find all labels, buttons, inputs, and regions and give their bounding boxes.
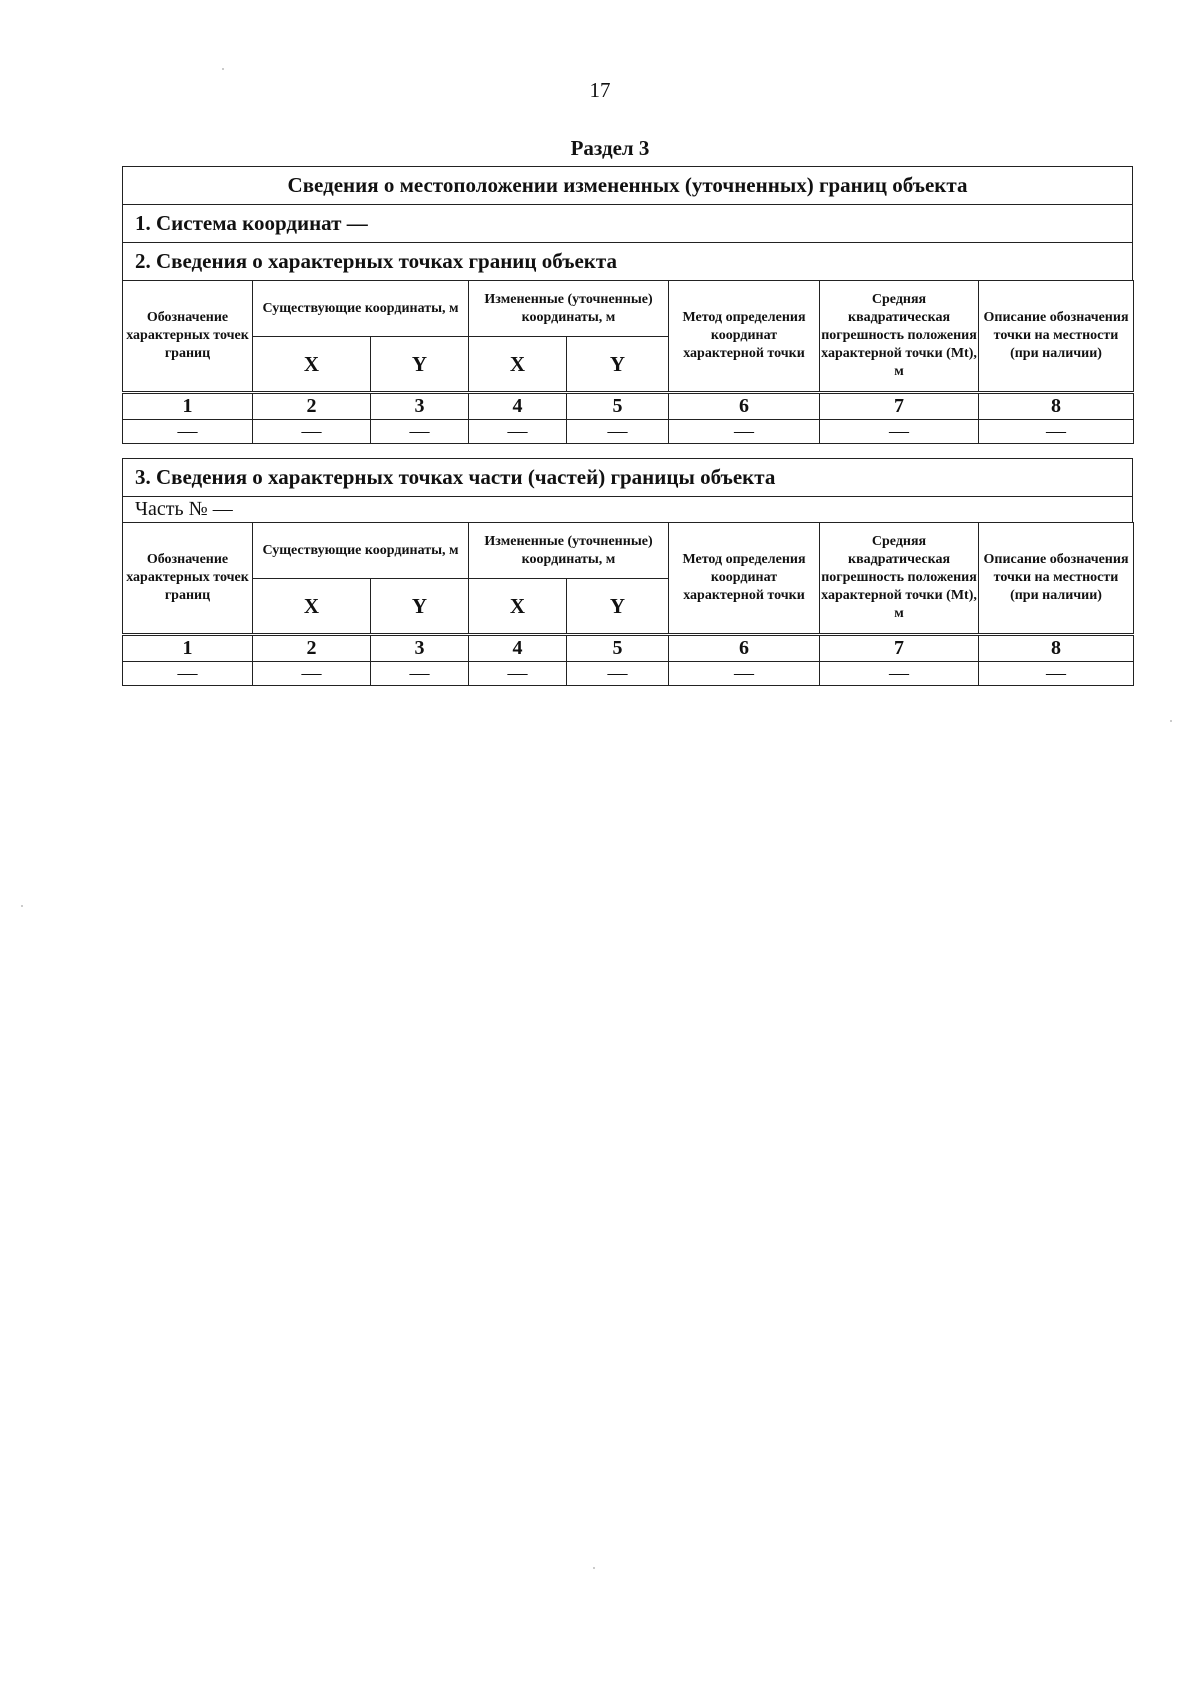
table-cell: — (567, 662, 669, 686)
table-row (123, 662, 1134, 686)
table-cell: — (371, 662, 469, 686)
scan-speck (593, 1567, 595, 1569)
table-cell: — (253, 420, 371, 444)
table-cell: — (371, 420, 469, 444)
column-number: 3 (371, 393, 469, 420)
column-number: 2 (253, 393, 371, 420)
header-changed-x: X (469, 337, 567, 393)
header-method: Метод определения координат характерной точки (669, 281, 820, 393)
table-cell: — (979, 420, 1134, 444)
table-cell: — (669, 420, 820, 444)
table-cell: — (469, 420, 567, 444)
table-row (123, 420, 1134, 444)
column-number: 8 (979, 393, 1134, 420)
page-number: 17 (589, 78, 611, 102)
header-method: Метод определения координат характерной точки (669, 523, 820, 635)
header-changed-y: Y (567, 579, 669, 635)
scan-speck (222, 68, 224, 70)
section-heading: Раздел 3 (570, 136, 650, 160)
table-cell: — (979, 662, 1134, 686)
table-cell: — (469, 662, 567, 686)
parts-table (122, 522, 1134, 686)
column-number: 7 (820, 635, 979, 662)
table-cell: — (820, 662, 979, 686)
header-mean-error: Средняя квадратическая погрешность положения характерной точки (Mt), м (820, 281, 979, 393)
table-cell: — (123, 662, 253, 686)
header-existing-y: Y (371, 579, 469, 635)
table-cell: — (253, 662, 371, 686)
scan-speck (1170, 720, 1172, 722)
header-designation: Обозначение характерных точек границ (123, 281, 253, 393)
table-cell: — (567, 420, 669, 444)
header-designation: Обозначение характерных точек границ (123, 523, 253, 635)
scan-speck (21, 905, 23, 907)
table-cell: — (669, 662, 820, 686)
column-number: 5 (567, 635, 669, 662)
parts-heading: 3. Сведения о характерных точках части (частей) границы объекта (122, 458, 1133, 496)
header-existing-y: Y (371, 337, 469, 393)
table-cell: — (820, 420, 979, 444)
header-existing-x: X (253, 337, 371, 393)
header-existing-coordinates: Существующие координаты, м (253, 281, 469, 337)
column-number: 8 (979, 635, 1134, 662)
column-number: 7 (820, 393, 979, 420)
column-number: 6 (669, 393, 820, 420)
header-existing-x: X (253, 579, 371, 635)
column-number: 3 (371, 635, 469, 662)
part-number-row: Часть № — (122, 496, 1133, 522)
column-number: 4 (469, 635, 567, 662)
column-number: 5 (567, 393, 669, 420)
parts-info-block (122, 458, 1133, 686)
header-changed-x: X (469, 579, 567, 635)
header-changed-y: Y (567, 337, 669, 393)
boundary-info-block (122, 166, 1133, 444)
header-mean-error: Средняя квадратическая погрешность положения характерной точки (Mt), м (820, 523, 979, 635)
table-title: Сведения о местоположении измененных (уточненных) границ объекта (122, 166, 1133, 204)
coordinate-system-row: 1. Система координат — (122, 204, 1133, 242)
column-number: 2 (253, 635, 371, 662)
column-number: 1 (123, 393, 253, 420)
column-number: 1 (123, 635, 253, 662)
header-description: Описание обозначения точки на местности (при наличии) (979, 523, 1134, 635)
header-changed-coordinates: Измененные (уточненные) координаты, м (469, 281, 669, 337)
column-number: 6 (669, 635, 820, 662)
points-table (122, 280, 1134, 444)
header-description: Описание обозначения точки на местности (при наличии) (979, 281, 1134, 393)
points-heading: 2. Сведения о характерных точках границ объекта (122, 242, 1133, 280)
header-existing-coordinates: Существующие координаты, м (253, 523, 469, 579)
table-cell: — (123, 420, 253, 444)
header-changed-coordinates: Измененные (уточненные) координаты, м (469, 523, 669, 579)
column-number: 4 (469, 393, 567, 420)
